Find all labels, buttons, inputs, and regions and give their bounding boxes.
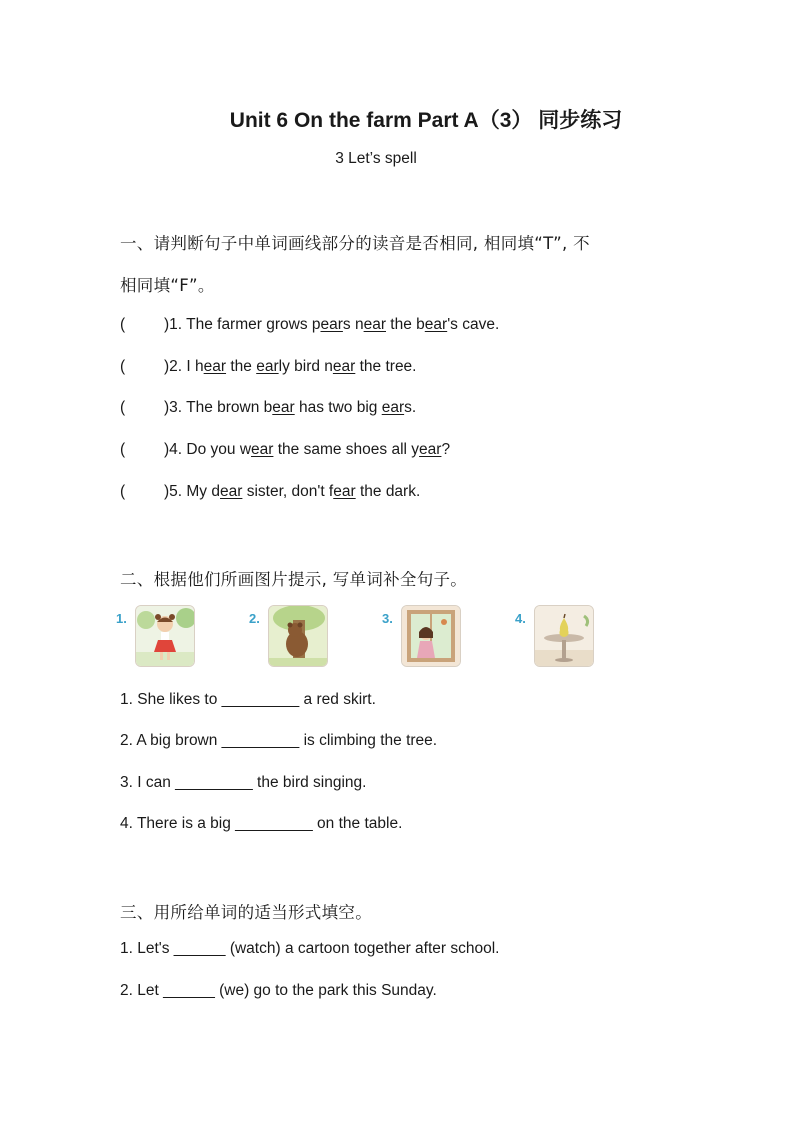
picture-2 (249, 605, 323, 667)
page-title: Unit 6 On the farm Part A（3） 同步练习 (229, 109, 623, 132)
picture-3 (382, 605, 456, 667)
picture-1 (116, 605, 190, 667)
answer-bracket[interactable]: ( (120, 483, 126, 500)
picture-number: 1. (116, 611, 127, 626)
form-sentence-1[interactable]: 1. Let's ______ (watch) a cartoon together after school. (120, 940, 500, 957)
picture-4 (515, 605, 589, 667)
picture-row (116, 605, 616, 669)
part1-heading: 一、请判断句子中单词画线部分的读音是否相同, 相同填“T”, 不 (120, 234, 590, 253)
answer-bracket[interactable]: ( (120, 441, 126, 458)
judge-item-2: ( )2. I hear the early bird near the tree. (120, 358, 417, 375)
page-subtitle: 3 Let’s spell (335, 150, 417, 167)
judge-item-4: ( )4. Do you wear the same shoes all year? (120, 441, 451, 458)
picture-number: 4. (515, 611, 526, 626)
bear-climbing-tree-picture (268, 605, 328, 667)
answer-bracket[interactable]: ( (120, 358, 126, 375)
pear-on-table-picture (534, 605, 594, 667)
fill-sentence-4[interactable]: 4. There is a big _________ on the table. (120, 815, 403, 832)
fill-sentence-2[interactable]: 2. A big brown _________ is climbing the tree. (120, 732, 438, 749)
picture-number: 3. (382, 611, 393, 626)
part3-heading: 三、用所给单词的适当形式填空。 (120, 903, 372, 922)
fill-sentence-3[interactable]: 3. I can _________ the bird singing. (120, 774, 367, 791)
judge-item-5: ( )5. My dear sister, don't fear the dark. (120, 483, 421, 500)
part2-heading: 二、根据他们所画图片提示, 写单词补全句子。 (120, 570, 468, 589)
part1-heading-cont: 相同填“F”。 (120, 276, 215, 295)
judge-item-3: ( )3. The brown bear has two big ears. (120, 399, 417, 416)
answer-bracket[interactable]: ( (120, 399, 126, 416)
judge-item-1: ( )1. The farmer grows pears near the bear's cave. (120, 316, 500, 333)
picture-number: 2. (249, 611, 260, 626)
fill-sentence-1[interactable]: 1. She likes to _________ a red skirt. (120, 691, 376, 708)
girl-at-window-picture (401, 605, 461, 667)
answer-bracket[interactable]: ( (120, 316, 126, 333)
form-sentence-2[interactable]: 2. Let ______ (we) go to the park this Sunday. (120, 982, 437, 999)
girl-in-skirt-picture (135, 605, 195, 667)
